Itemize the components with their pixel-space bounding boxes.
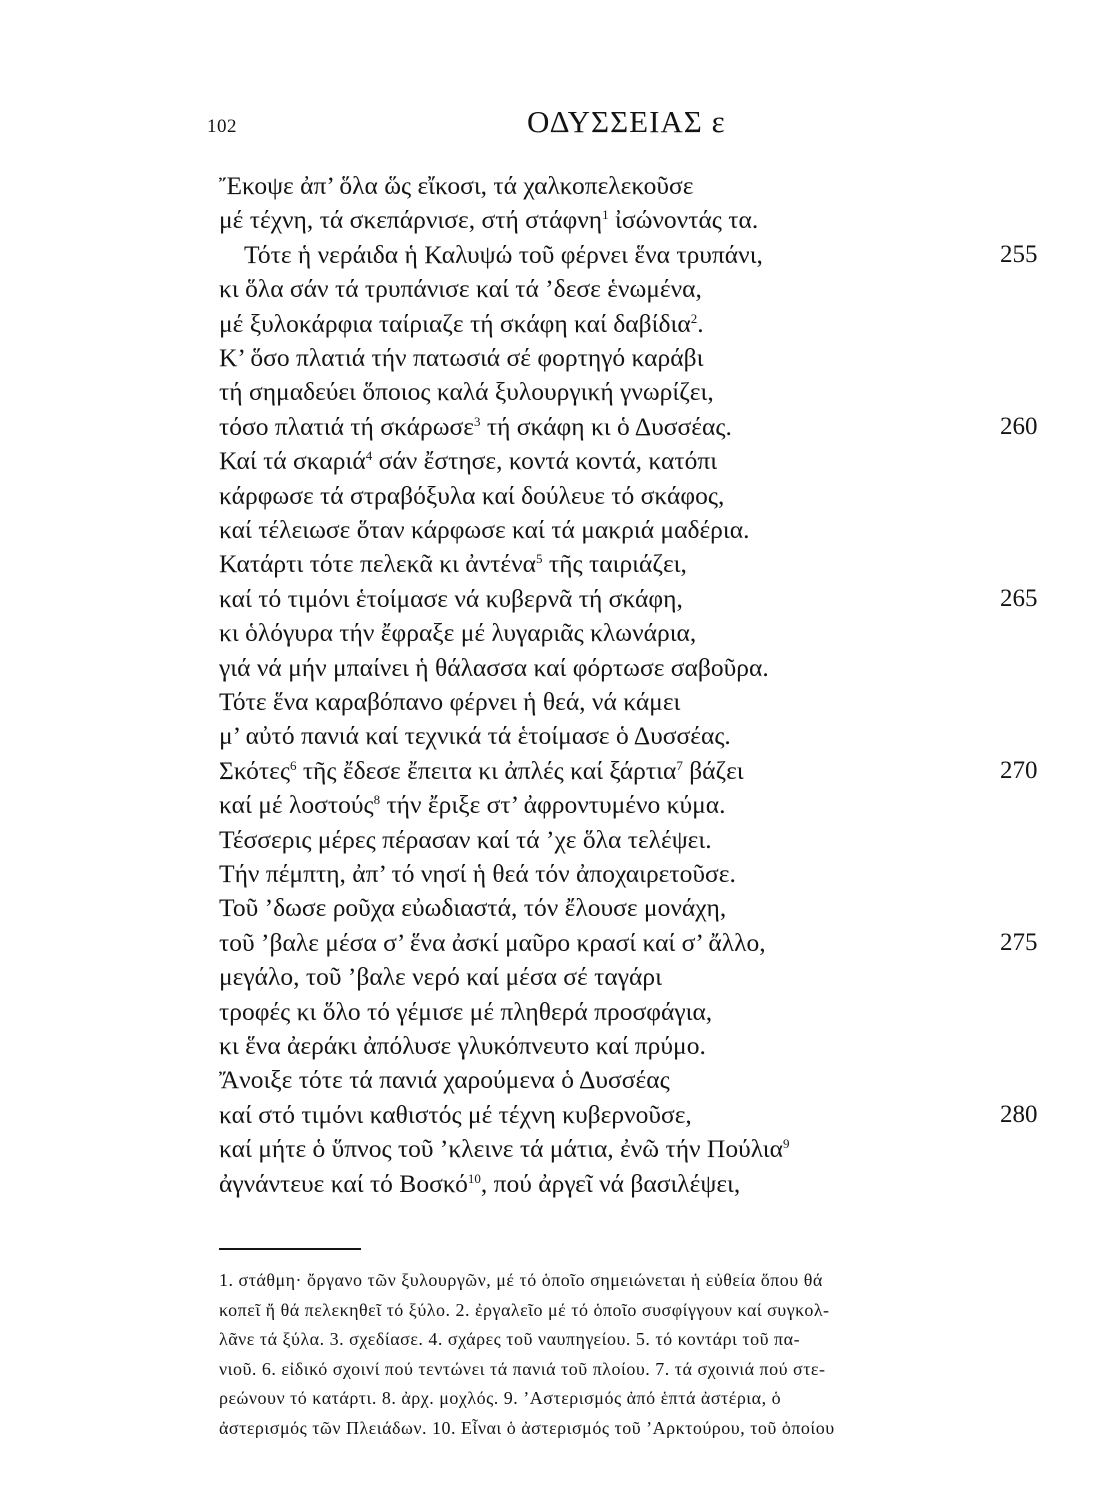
verse-text: Κατάρτι τότε πελεκᾶ κι ἀντένα (219, 549, 537, 579)
footnote-line: ρεώνουν τό κατάρτι. 8. ἀρχ. μοχλός. 9. ’Αστερισμός ἀπό ἑπτά ἀστέρια, ὁ (219, 1388, 782, 1408)
verse-line (219, 824, 919, 856)
verse-line (219, 1030, 919, 1062)
line-number: 255 (1000, 240, 1038, 268)
line-number: 260 (1000, 412, 1038, 440)
verse-text: Ἔκοψε ἀπ’ ὅλα ὥς εἴκοσι, τά χαλκοπελεκοῦσε (219, 171, 694, 200)
verse-text: κάρφωσε τά στραβόξυλα καί δούλευε τό σκάφος, (219, 480, 725, 510)
line-number: 275 (1000, 928, 1038, 956)
verse-line (219, 858, 919, 890)
verse-line (219, 927, 919, 959)
footnote-marker: 7 (676, 757, 683, 773)
verse-text: τῆς ταιριάζει, (542, 549, 687, 579)
verse-text: ἀγνάντευε καί τό Βοσκό (219, 1168, 468, 1198)
verse-text: μέ τέχνη, τά σκεπάρνισε, στή στάφνη (219, 205, 603, 235)
verse-text: Τότε ἡ νεράιδα ἡ Καλυψώ τοῦ φέρνει ἕνα τρυπάνι, (244, 239, 763, 269)
footnote-marker: 1 (602, 207, 609, 223)
verse-text: βάζει (682, 755, 744, 785)
verse-text: τόσο πλατιά τή σκάρωσε (219, 411, 474, 441)
footnote-rule (219, 1248, 361, 1250)
verse-text: κι ὁλόγυρα τήν ἔφραξε μέ λυγαριᾶς κλωνάρια, (219, 618, 697, 648)
footnote-marker: 5 (536, 551, 543, 567)
verse-line (219, 308, 919, 340)
verse-text: καί τό τιμόνι ἑτοίμασε νά κυβερνᾶ τή σκάφη, (219, 583, 683, 613)
page-number: 102 (207, 116, 237, 137)
verse-text: Τήν πέμπτη, ἀπ’ τό νησί ἡ θεά τόν ἀποχαιρετοῦσε. (219, 859, 736, 888)
line-number: 280 (1000, 1100, 1038, 1128)
verse-line (219, 411, 919, 443)
line-number: 265 (1000, 584, 1038, 612)
verse-line (219, 480, 919, 512)
verse-text: . (697, 308, 704, 338)
footnote-line: ἀστερισμός τῶν Πλειάδων. 10. Εἶναι ὁ ἀστερισμός τοῦ ’Αρκτούρου, τοῦ ὁποίου (219, 1417, 835, 1438)
footnote-marker: 3 (473, 413, 481, 429)
verse-line (219, 996, 919, 1028)
verse-text: κι ὅλα σάν τά τρυπάνισε καί τά ’δεσε ἑνωμένα, (219, 274, 702, 304)
verse-line (219, 514, 919, 546)
verse-line (219, 1099, 919, 1131)
verse-text: κι ἕνα ἀεράκι ἀπόλυσε γλυκόπνευτο καί πρύμο. (219, 1031, 706, 1060)
footnote-marker: 8 (373, 792, 381, 808)
verse-text: Τοῦ ’δωσε ροῦχα εὐωδιαστά, τόν ἔλουσε μονάχη, (219, 893, 727, 923)
verse-line (219, 617, 919, 649)
verse-text: μ’ αὐτό πανιά καί τεχνικά τά ἑτοίμασε ὁ Δυσσέας. (219, 721, 731, 751)
verse-line (219, 652, 919, 684)
verse-line (219, 892, 919, 924)
verse-text: μεγάλο, τοῦ ’βαλε νερό καί μέσα σέ ταγάρι (219, 962, 662, 992)
verse-text: γιά νά μήν μπαίνει ἡ θάλασσα καί φόρτωσε σαβοῦρα. (219, 652, 769, 682)
footnote-line: λᾶνε τά ξύλα. 3. σχεδίασε. 4. σχάρες τοῦ ναυπηγείου. 5. τό κοντάρι τοῦ πα- (219, 1329, 801, 1349)
verse-line (219, 445, 919, 477)
footnote-marker: 9 (783, 1136, 790, 1152)
footnote-marker: 10 (467, 1170, 481, 1186)
line-number: 270 (1000, 756, 1038, 784)
footnote-marker: 6 (289, 757, 297, 773)
verse-line (219, 583, 919, 615)
verse-line (219, 686, 919, 718)
verse-text: ἰσώνοντάς τα. (608, 205, 759, 235)
verse-text: τή σημαδεύει ὅποιος καλά ξυλουργική γνωρίζει, (219, 377, 714, 407)
verse-text: τή σκάφη κι ὁ Δυσσέας. (480, 411, 732, 441)
verse-line (219, 273, 919, 305)
footnote-marker: 4 (365, 448, 373, 464)
footnote-line: νιοῦ. 6. εἰδικό σχοινί πού τεντώνει τά πανιά τοῦ πλοίου. 7. τά σχοινιά πού στε- (219, 1358, 826, 1379)
verse-line (219, 1133, 919, 1165)
verse-text: καί στό τιμόνι καθιστός μέ τέχνη κυβερνοῦσε, (219, 1099, 692, 1129)
verse-text: καί τέλειωσε ὅταν κάρφωσε καί τά μακριά μαδέρια. (219, 515, 750, 544)
verse-text: Τέσσερις μέρες πέρασαν καί τά ’χε ὅλα τελέψει. (219, 824, 712, 854)
verse-text: τοῦ ’βαλε μέσα σ’ ἕνα ἀσκί μαῦρο κρασί καί σ’ ἄλλο, (219, 927, 766, 957)
verse-line (219, 204, 919, 236)
verse-line (219, 1168, 919, 1200)
verse-line (244, 239, 944, 271)
verse-line (219, 342, 919, 374)
verse-text: Κ’ ὅσο πλατιά τήν πατωσιά σέ φορτηγό καράβι (219, 343, 704, 372)
verse-line (219, 789, 919, 821)
verse-line (219, 170, 919, 202)
verse-text: Ἄνοιξε τότε τά πανιά χαρούμενα ὁ Δυσσέας (219, 1065, 670, 1095)
verse-text: τῆς ἔδεσε ἔπειτα κι ἀπλές καί ξάρτια (296, 755, 677, 785)
verse-text: τήν ἔριξε στ’ ἀφροντυμένο κύμα. (380, 790, 726, 820)
verse-line (219, 755, 919, 787)
verse-text: σάν ἔστησε, κοντά κοντά, κατόπι (372, 446, 718, 476)
verse-line (219, 376, 919, 408)
verse-text: Σκότες (219, 755, 290, 785)
verse-text: καί μέ λοστούς (219, 790, 374, 820)
verse-text: Καί τά σκαριά (219, 446, 366, 476)
footnote-marker: 2 (690, 310, 698, 326)
footnote-line: κοπεῖ ἤ θά πελεκηθεῖ τό ξύλο. 2. ἐργαλεῖο μέ τό ὁποῖο συσφίγγουν καί συγκολ- (219, 1299, 830, 1320)
verse-line (219, 548, 919, 580)
running-title: ΟΔΥΣΣΕΙΑΣ ε (527, 104, 726, 139)
verse-text: τροφές κι ὅλο τό γέμισε μέ πληθερά προσφάγια, (219, 996, 713, 1026)
verse-line (219, 961, 919, 993)
verse-text: καί μήτε ὁ ὕπνος τοῦ ’κλεινε τά μάτια, ἐνῶ τήν Πούλια (219, 1134, 784, 1164)
verse-line (219, 1064, 919, 1096)
verse-line (219, 720, 919, 752)
verse-text: Τότε ἕνα καραβόπανο φέρνει ἡ θεά, νά κάμει (219, 687, 681, 716)
verse-text: , πού ἀργεῖ νά βασιλέψει, (480, 1168, 741, 1198)
footnote-line: 1. στάθμη· ὄργανο τῶν ξυλουργῶν, μέ τό ὁποῖο σημειώνεται ἡ εὐθεία ὅπου θά (219, 1270, 823, 1290)
verse-text: μέ ξυλοκάρφια ταίριαζε τή σκάφη καί δαβίδια (219, 308, 691, 338)
